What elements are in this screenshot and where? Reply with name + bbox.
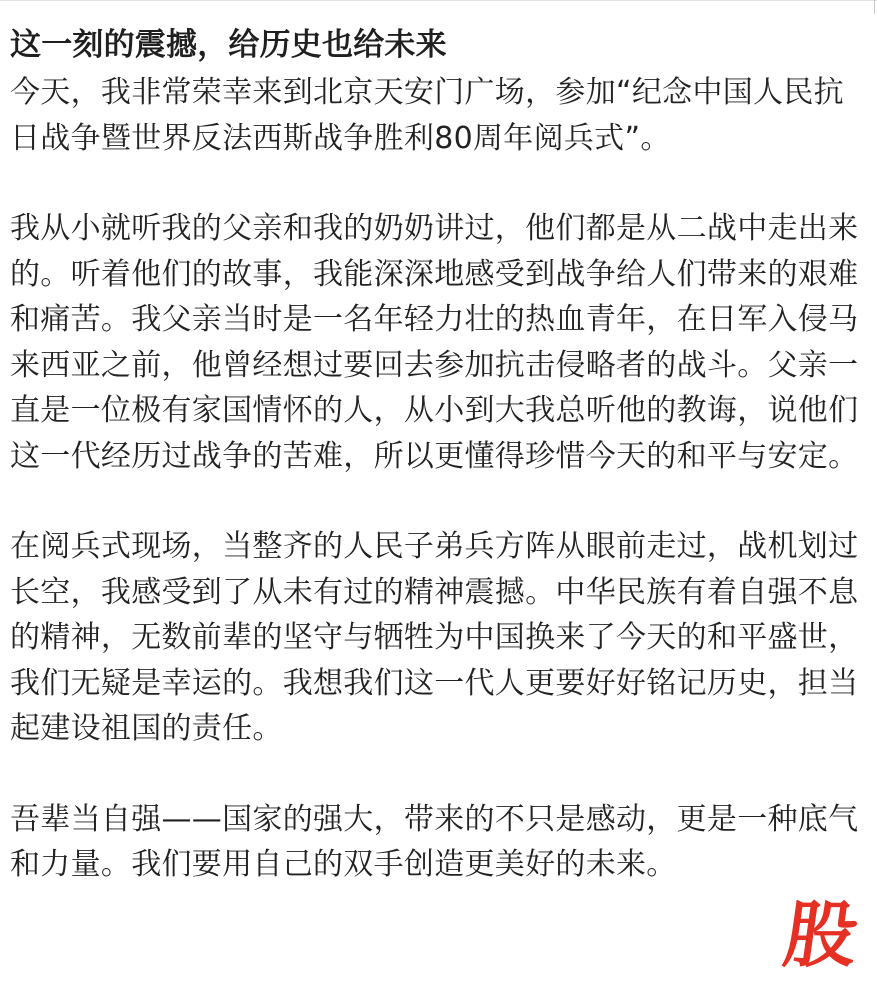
article-body — [10, 20, 872, 933]
stock-logo-watermark: 股 — [779, 893, 863, 977]
article-paragraph-1: 今天，我非常荣幸来到北京天安门广场，参加“纪念中国人民抗日战争暨世界反法西斯战争胜利80周年阅兵式”。 — [10, 75, 844, 156]
article-paragraph-2: 我从小就听我的父亲和我的奶奶讲过，他们都是从二战中走出来的。听着他们的故事，我能深深地感受到战争给人们带来的艰难和痛苦。我父亲当时是一名年轻力壮的热血青年，在日军入侵马来西亚之前，他曾经想过要回去参加抗击侵略者的战斗。父亲一直是一位极有家国情怀的人，从小到大我总听他的教诲，说他们这一代经历过战争的苦难，所以更懂得珍惜今天的和平与安定。 — [10, 211, 859, 474]
article-paragraph-3: 在阅兵式现场，当整齐的人民子弟兵方阵从眼前走过，战机划过长空，我感受到了从未有过的精神震撼。中华民族有着自强不息的精神，无数前辈的坚守与牺牲为中国换来了今天的和平盛世，我们无疑是幸运的。我想我们这一代人更要好好铭记历史，担当起建设祖国的责任。 — [10, 529, 859, 746]
article-paragraph-4: 吾辈当自强——国家的强大，带来的不只是感动，更是一种底气和力量。我们要用自己的双手创造更美好的未来。 — [10, 801, 859, 882]
article-title: 这一刻的震撼，给历史也给未来 — [10, 27, 447, 63]
top-divider — [0, 0, 877, 1]
scroll-indicator — [874, 0, 875, 14]
